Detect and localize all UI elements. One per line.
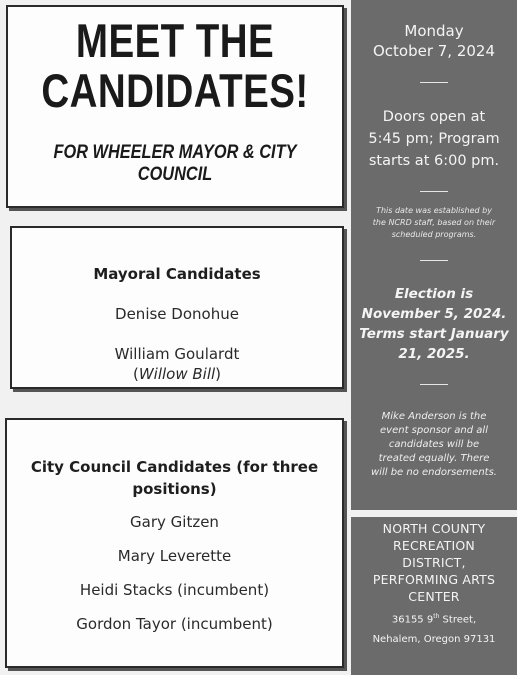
divider	[420, 260, 448, 261]
street-suffix: th	[433, 613, 440, 620]
doors-info	[351, 106, 517, 172]
doors-line: starts at 6:00 pm.	[368, 153, 500, 169]
mayoral-heading: Mayoral Candidates	[93, 265, 261, 283]
election-line: 21, 2025.	[398, 346, 470, 362]
venue-city: Nehalem, Oregon 97131	[372, 634, 496, 646]
note-line: This date was established by	[376, 206, 492, 215]
subheadline-line-1: FOR WHEELER MAYOR & CITY	[53, 142, 297, 163]
council-candidate: Gary Gitzen	[130, 513, 219, 531]
venue-line: NORTH COUNTY	[382, 521, 486, 536]
note-line: scheduled programs.	[391, 230, 477, 239]
sponsor-note	[351, 410, 517, 480]
mayoral-candidate: Denise Donohue	[115, 305, 239, 323]
doors-line: Doors open at	[382, 109, 486, 125]
doors-line: 5:45 pm; Program	[368, 131, 500, 147]
mayoral-candidate: William Goulardt	[114, 345, 240, 363]
election-line: Election is	[394, 286, 474, 302]
event-date: October 7, 2024	[372, 42, 496, 60]
title-box	[6, 5, 344, 208]
council-heading-line-1: City Council Candidates (for three	[30, 458, 319, 476]
council-candidate: Mary Leverette	[117, 547, 232, 565]
election-line: Terms start January	[359, 326, 509, 342]
event-details-sidebar	[351, 0, 517, 510]
venue-line: CENTER	[408, 589, 460, 604]
divider	[420, 82, 448, 83]
divider	[420, 384, 448, 385]
mayoral-candidate-nickname: (Willow Bill)	[132, 365, 222, 383]
sponsor-line: will be no endorsements.	[371, 467, 497, 478]
election-line: November 5, 2024.	[361, 306, 507, 322]
subheadline-line-2: COUNCIL	[137, 164, 213, 185]
election-info	[351, 284, 517, 364]
council-candidate: Gordon Tayor (incumbent)	[76, 615, 273, 633]
sponsor-line: Mike Anderson is the	[381, 411, 487, 422]
venue-line: PERFORMING ARTS	[372, 572, 496, 587]
divider	[420, 191, 448, 192]
street-number: 36155 9	[391, 614, 434, 626]
street-name: Street,	[439, 614, 477, 626]
venue-line: DISTRICT,	[402, 555, 466, 570]
mayoral-candidates-box	[10, 226, 344, 389]
venue-block	[351, 517, 517, 675]
date-note	[351, 205, 517, 241]
sponsor-line: event sponsor and all	[380, 425, 488, 436]
council-candidate: Heidi Stacks (incumbent)	[79, 581, 270, 599]
headline-line-2: CANDIDATES!	[41, 64, 309, 117]
venue-line: RECREATION	[393, 538, 475, 553]
venue-name	[351, 520, 517, 605]
sponsor-line: candidates will be	[388, 439, 480, 450]
note-line: the NCRD staff, based on their	[372, 218, 496, 227]
sponsor-line: treated equally. There	[378, 453, 490, 464]
event-day: Monday	[404, 22, 464, 40]
venue-street	[351, 609, 517, 628]
nickname-text: Willow Bill	[138, 365, 216, 383]
council-candidates-box	[5, 418, 344, 668]
headline-line-1: MEET THE	[75, 14, 275, 67]
council-heading-line-2: positions)	[132, 480, 217, 498]
